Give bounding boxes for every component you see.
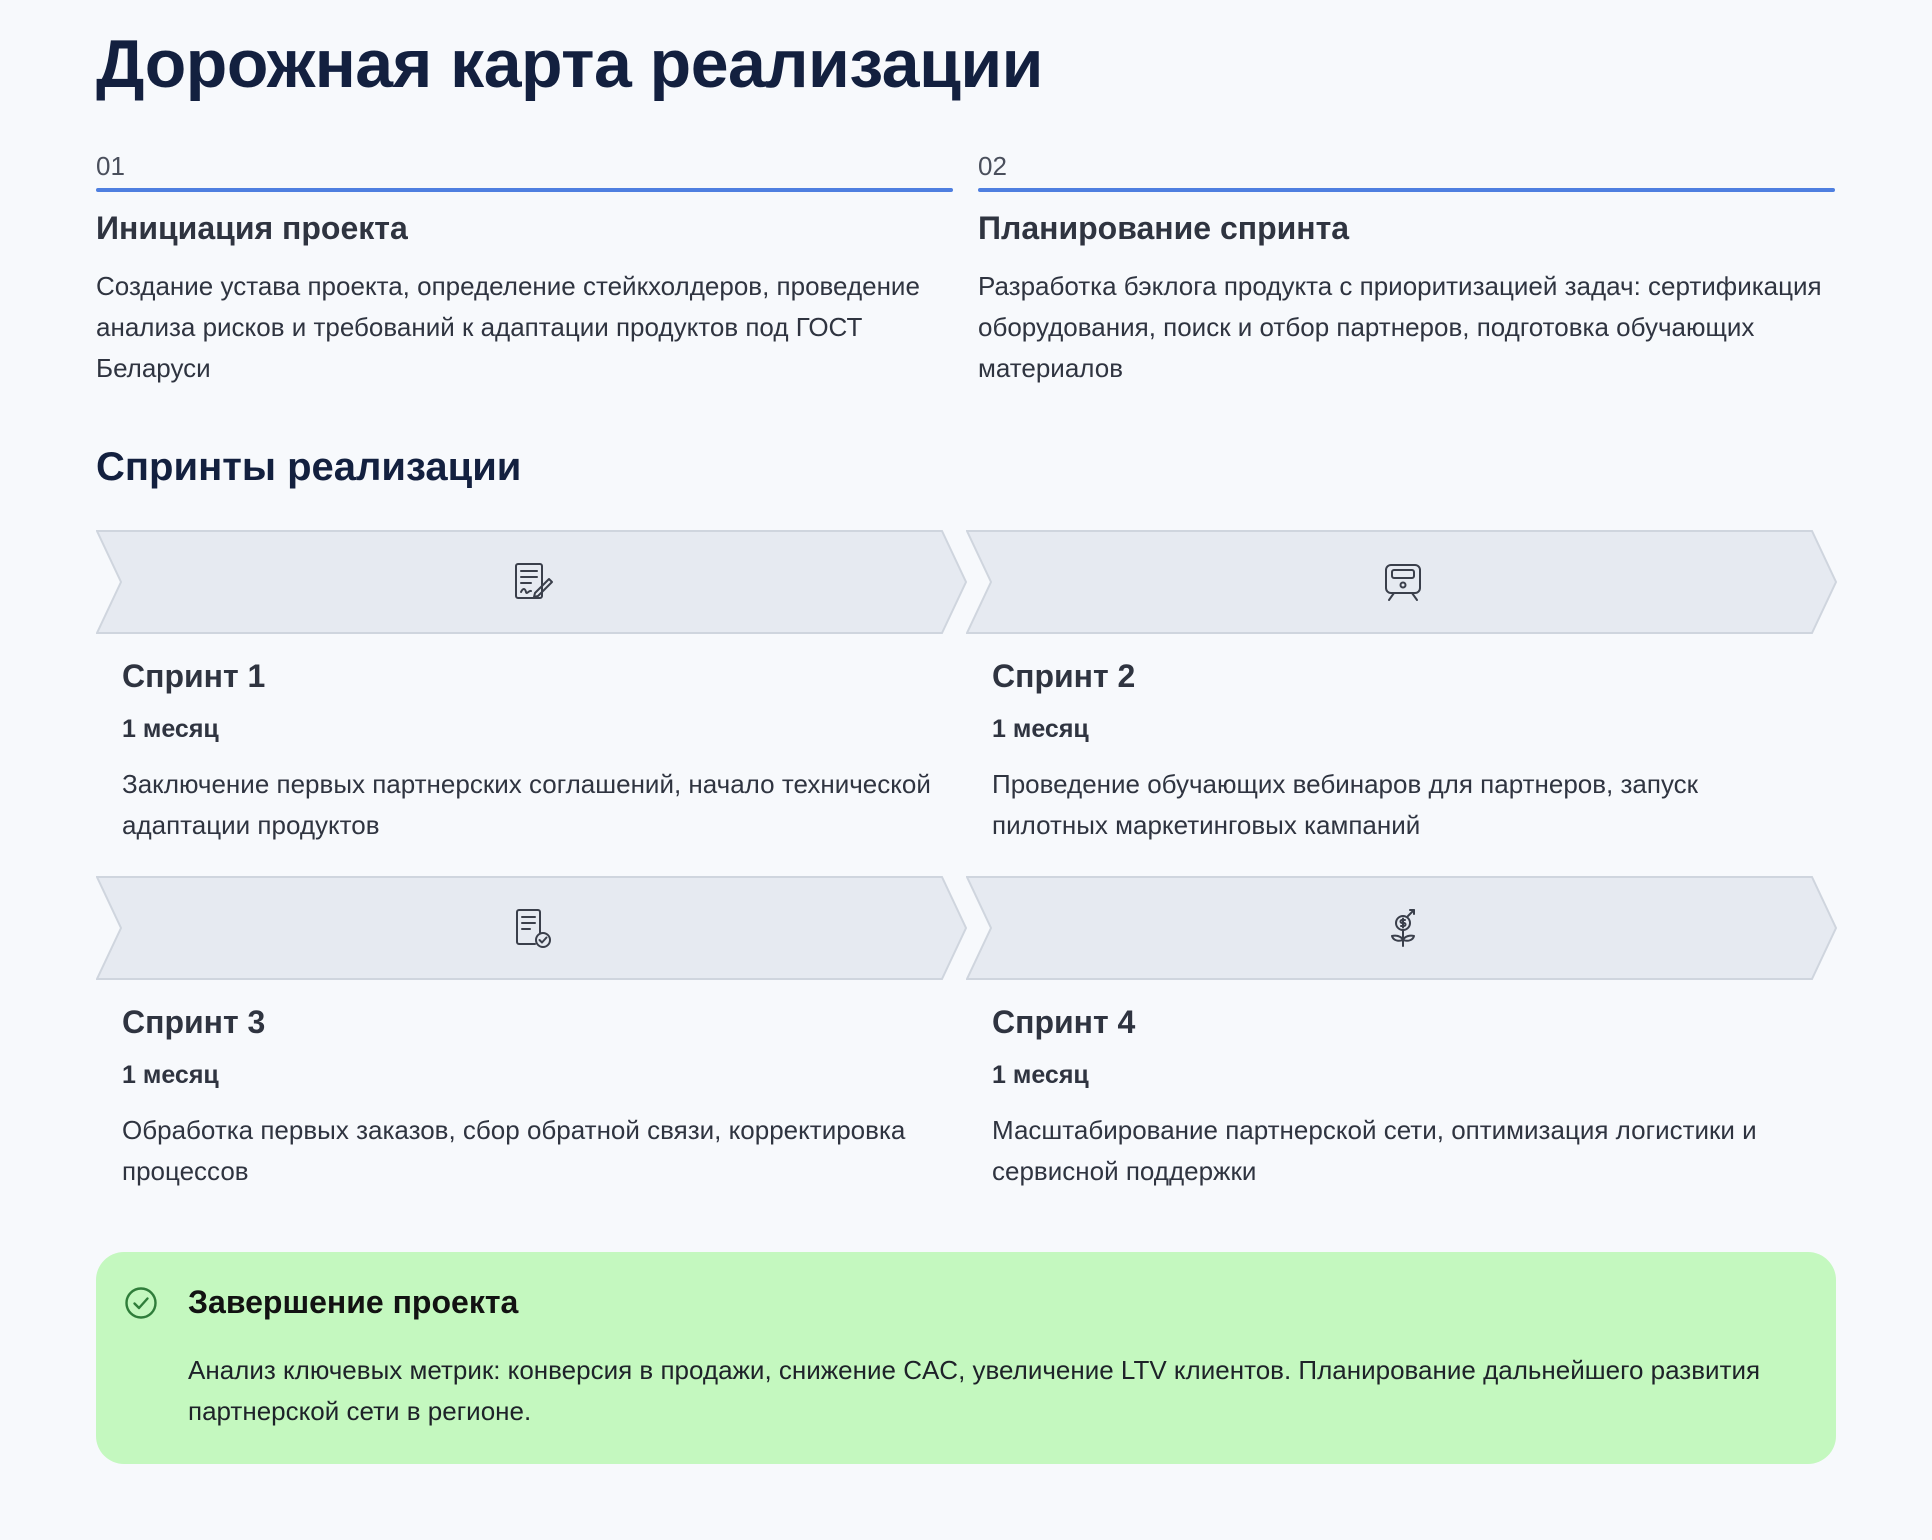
sprint-duration: 1 месяц [122,715,219,743]
sprint-description: Проведение обучающих вебинаров для партнеров, запуск пилотных маркетинговых кампаний [992,769,1699,840]
phase-initiation [96,150,953,389]
document-check-icon [511,906,555,950]
sprint-duration: 1 месяц [992,715,1089,743]
page-title: Дорожная карта реализации [96,26,1043,102]
check-circle-icon [124,1286,158,1320]
phase-divider [978,188,1835,192]
sprints-section-title: Спринты реализации [96,445,522,489]
monitor-icon [1381,560,1425,604]
sprint-chevron [966,530,1838,634]
sprint-card-1 [96,530,968,846]
completion-description: Анализ ключевых метрик: конверсия в продажи, снижение CAC, увеличение LTV клиентов. Планирование дальнейшего развития партнерской сети в регионе. [188,1355,1761,1426]
sprint-description: Обработка первых заказов, сбор обратной связи, корректировка процессов [122,1115,906,1186]
completion-title: Завершение проекта [188,1284,519,1320]
sprint-duration: 1 месяц [992,1061,1089,1089]
sprint-card-3 [96,876,968,1192]
phase-divider [96,188,953,192]
sprint-title: Спринт 3 [122,1004,266,1040]
sprint-title: Спринт 2 [992,658,1136,694]
sprint-chevron [96,876,968,980]
sprint-description: Заключение первых партнерских соглашений, начало технической адаптации продуктов [122,769,931,840]
sprint-card-2 [966,530,1838,846]
money-growth-icon [1381,906,1425,950]
sprint-duration: 1 месяц [122,1061,219,1089]
phase-number: 01 [96,151,125,181]
phase-number: 02 [978,151,1007,181]
phase-description: Разработка бэклога продукта с приоритизацией задач: сертификация оборудования, поиск и отбор партнеров, подготовка обучающих материалов [978,271,1822,383]
phase-title: Планирование спринта [978,210,1350,246]
sprint-title: Спринт 4 [992,1004,1136,1040]
sprint-chevron [966,876,1838,980]
contract-icon [511,560,555,604]
sprint-description: Масштабирование партнерской сети, оптимизация логистики и сервисной поддержки [992,1115,1757,1186]
phase-description: Создание устава проекта, определение стейкхолдеров, проведение анализа рисков и требований к адаптации продуктов под ГОСТ Беларуси [96,271,920,383]
sprint-chevron [96,530,968,634]
completion-callout [96,1252,1836,1464]
sprint-card-4 [966,876,1838,1192]
phase-planning [978,150,1835,389]
phase-title: Инициация проекта [96,210,408,246]
sprint-title: Спринт 1 [122,658,266,694]
